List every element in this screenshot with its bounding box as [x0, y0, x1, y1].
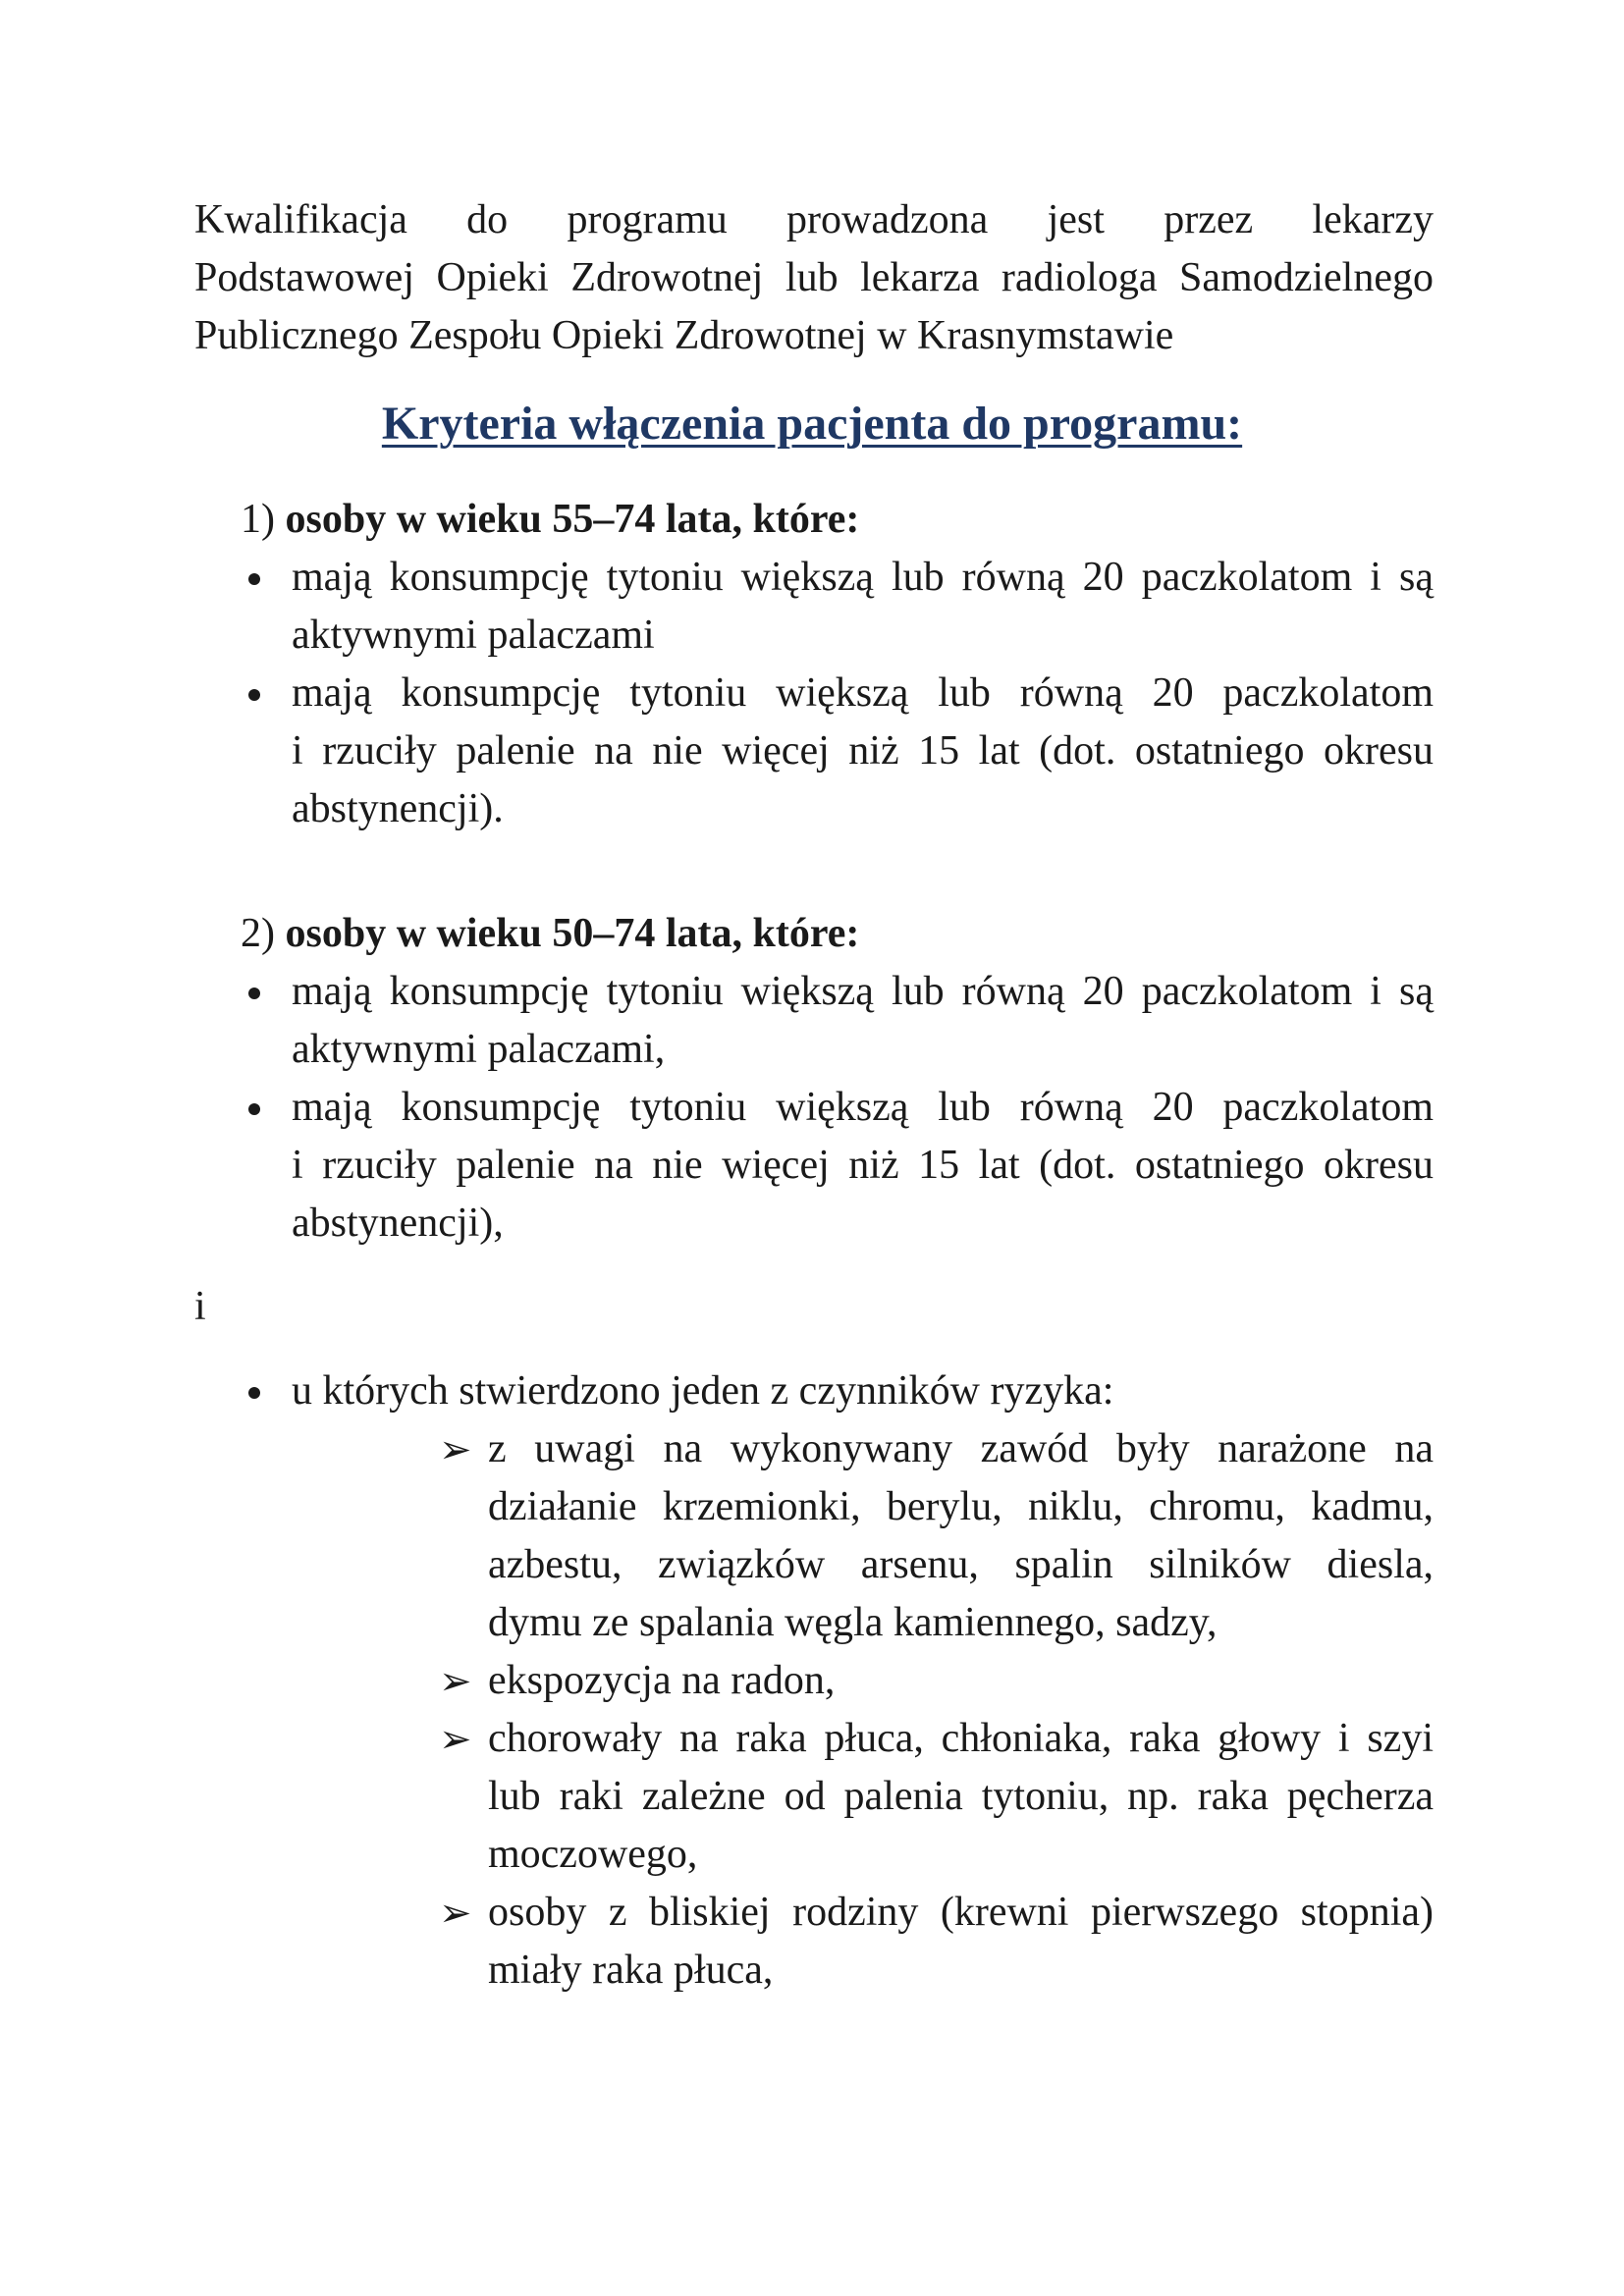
intro-line: Kwalifikacja do programu prowadzona jest przez lekarzy: [194, 197, 1434, 242]
risk-factor-line: moczowego,: [488, 1832, 698, 1877]
section-title: [241, 905, 1434, 963]
conjunction-text: i: [194, 1284, 206, 1329]
bullet-icon: [248, 1103, 260, 1115]
risk-factors-item: [241, 1362, 1434, 1420]
list-item-line: mają konsumpcję tytoniu większą lub równą 20 paczkolatom i są: [292, 969, 1434, 1014]
list-item: [241, 549, 1434, 665]
section-title: [241, 491, 1434, 549]
criteria-heading: Kryteria włączenia pacjenta do programu:: [381, 398, 1243, 450]
list-item-line: mają konsumpcję tytoniu większą lub równą 20 paczkolatom: [292, 670, 1434, 716]
risk-factor-line: miały raka płuca,: [488, 1948, 774, 1993]
section-number: 1): [241, 497, 275, 542]
list-item: [241, 665, 1434, 838]
list-item-line: abstynencji).: [292, 786, 504, 831]
bullet-icon: [248, 689, 260, 701]
risk-factor-line: z uwagi na wykonywany zawód były narażone na: [488, 1426, 1434, 1471]
list-item-line: i rzuciły palenie na nie więcej niż 15 lat (dot. ostatniego okresu: [292, 728, 1434, 774]
list-item-line: i rzuciły palenie na nie więcej niż 15 lat (dot. ostatniego okresu: [292, 1143, 1434, 1188]
criteria-section-2: [241, 905, 1434, 1253]
bullet-icon: [248, 1387, 260, 1399]
risk-factor-line: działanie krzemionki, berylu, niklu, chromu, kadmu,: [488, 1484, 1434, 1529]
risk-factors-label: u których stwierdzono jeden z czynników ryzyka:: [292, 1368, 1114, 1414]
risk-factors-list: [437, 1420, 1434, 2000]
section-title-text: osoby w wieku 55–74 lata, które:: [285, 497, 860, 542]
bullet-icon: [248, 988, 260, 999]
arrow-bullet-icon: ➢: [439, 1659, 472, 1703]
criteria-section-1: [241, 491, 1434, 838]
section-title-text: osoby w wieku 50–74 lata, które:: [285, 911, 860, 956]
intro-paragraph: [194, 191, 1434, 365]
risk-factor-item: [437, 1652, 1434, 1710]
risk-factor-line: azbestu, związków arsenu, spalin silników diesla,: [488, 1542, 1434, 1587]
list-item: [241, 1362, 1434, 1420]
section-number: 2): [241, 911, 275, 956]
risk-factor-item: [437, 1420, 1434, 1652]
list-item-line: mają konsumpcję tytoniu większą lub równą 20 paczkolatom: [292, 1085, 1434, 1130]
risk-factor-item: [437, 1710, 1434, 1884]
risk-factor-line: ekspozycja na radon,: [488, 1658, 836, 1703]
arrow-bullet-icon: ➢: [439, 1427, 472, 1471]
risk-factor-line: osoby z bliskiej rodziny (krewni pierwszego stopnia): [488, 1890, 1434, 1935]
risk-factor-line: chorowały na raka płuca, chłoniaka, raka głowy i szyi: [488, 1716, 1434, 1761]
arrow-bullet-icon: ➢: [439, 1891, 472, 1935]
risk-factor-item: [437, 1884, 1434, 2000]
arrow-bullet-icon: ➢: [439, 1717, 472, 1761]
list-item-line: aktywnymi palaczami: [292, 613, 655, 658]
list-item-line: abstynencji),: [292, 1201, 504, 1246]
bullet-icon: [248, 573, 260, 585]
list-item-line: mają konsumpcję tytoniu większą lub równą 20 paczkolatom i są: [292, 555, 1434, 600]
list-item-line: aktywnymi palaczami,: [292, 1027, 666, 1072]
list-item: [241, 1079, 1434, 1253]
intro-line: Podstawowej Opieki Zdrowotnej lub lekarza radiologa Samodzielnego: [194, 255, 1434, 300]
intro-line: Publicznego Zespołu Opieki Zdrowotnej w Krasnymstawie: [194, 313, 1174, 358]
list-item: [241, 963, 1434, 1079]
risk-factor-line: lub raki zależne od palenia tytoniu, np. raka pęcherza: [488, 1774, 1434, 1819]
risk-factor-line: dymu ze spalania węgla kamiennego, sadzy,: [488, 1600, 1218, 1645]
